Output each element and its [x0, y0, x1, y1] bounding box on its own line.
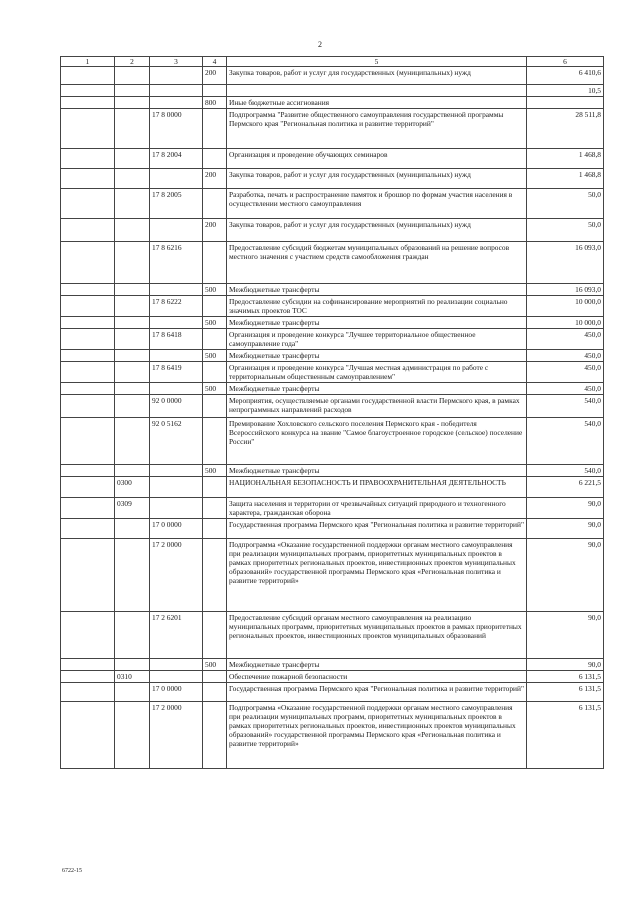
- cell-amount: 450,0: [527, 329, 604, 350]
- cell-description: Защита населения и территории от чрезвычайных ситуаций природного и техногенного характера, гражданская оборона: [227, 498, 527, 519]
- cell-amount: 10,5: [527, 85, 604, 97]
- table-row: [61, 149, 604, 169]
- header-cell: 5: [227, 57, 527, 67]
- table-row: [61, 317, 604, 329]
- cell-section: [115, 350, 150, 362]
- cell-expense-type: [203, 418, 227, 465]
- cell-target-article: 17 0 0000: [150, 683, 203, 702]
- table-row: [61, 219, 604, 242]
- cell-expense-type: [203, 683, 227, 702]
- cell-amount: 90,0: [527, 519, 604, 539]
- table-row: [61, 362, 604, 383]
- table-row: [61, 519, 604, 539]
- cell-section: [115, 219, 150, 242]
- cell-target-article: 17 2 0000: [150, 539, 203, 612]
- table-row: [61, 465, 604, 477]
- cell-description: Закупка товаров, работ и услуг для государственных (муниципальных) нужд: [227, 67, 527, 85]
- cell-section: [115, 329, 150, 350]
- cell-amount: 1 468,8: [527, 149, 604, 169]
- cell-expense-type: [203, 671, 227, 683]
- budget-table: [60, 56, 604, 769]
- cell-section: [115, 418, 150, 465]
- cell-col1: [61, 612, 115, 659]
- cell-section: [115, 284, 150, 296]
- cell-amount: 10 000,0: [527, 296, 604, 317]
- cell-target-article: 17 2 6201: [150, 612, 203, 659]
- table-row: [61, 85, 604, 97]
- table-row: [61, 329, 604, 350]
- cell-col1: [61, 97, 115, 109]
- header-cell: 6: [527, 57, 604, 67]
- cell-col1: [61, 242, 115, 284]
- cell-description: Межбюджетные трансферты: [227, 659, 527, 671]
- cell-col1: [61, 498, 115, 519]
- cell-amount: 6 221,5: [527, 477, 604, 498]
- cell-target-article: 92 0 5162: [150, 418, 203, 465]
- cell-description: Организация и проведение конкурса "Лучшее территориальное общественное самоуправление года": [227, 329, 527, 350]
- cell-description: Организация и проведение обучающих семинаров: [227, 149, 527, 169]
- table-row: [61, 284, 604, 296]
- cell-section: [115, 612, 150, 659]
- cell-expense-type: 800: [203, 97, 227, 109]
- table-row: [61, 612, 604, 659]
- cell-expense-type: [203, 702, 227, 769]
- cell-target-article: [150, 498, 203, 519]
- cell-target-article: [150, 67, 203, 85]
- cell-expense-type: [203, 109, 227, 149]
- cell-section: [115, 683, 150, 702]
- cell-description: Обеспечение пожарной безопасности: [227, 671, 527, 683]
- table-row: [61, 109, 604, 149]
- cell-expense-type: [203, 189, 227, 219]
- cell-target-article: 17 0 0000: [150, 519, 203, 539]
- cell-col1: [61, 296, 115, 317]
- cell-amount: 16 093,0: [527, 242, 604, 284]
- cell-amount: 540,0: [527, 418, 604, 465]
- cell-col1: [61, 702, 115, 769]
- cell-description: Государственная программа Пермского края "Региональная политика и развитие территорий": [227, 519, 527, 539]
- cell-amount: 450,0: [527, 350, 604, 362]
- table-row: [61, 539, 604, 612]
- cell-section: [115, 659, 150, 671]
- cell-col1: [61, 539, 115, 612]
- cell-amount: 450,0: [527, 383, 604, 395]
- cell-description: Подпрограмма «Оказание государственной поддержки органам местного самоуправления при реализации муниципальных программ, приоритетных муниципальных проектов в рамках приоритетных региональных проектов, инвестиционных проектов муниципальных образований» государственной программы Пермского края «Региональная политика и развитие территорий»: [227, 702, 527, 769]
- cell-section: [115, 395, 150, 418]
- cell-target-article: 17 8 0000: [150, 109, 203, 149]
- table-row: [61, 189, 604, 219]
- cell-amount: 6 131,5: [527, 683, 604, 702]
- cell-target-article: [150, 671, 203, 683]
- cell-amount: 90,0: [527, 659, 604, 671]
- cell-target-article: 92 0 0000: [150, 395, 203, 418]
- table-row: [61, 296, 604, 317]
- cell-section: [115, 149, 150, 169]
- cell-col1: [61, 659, 115, 671]
- cell-expense-type: [203, 539, 227, 612]
- cell-section: [115, 296, 150, 317]
- cell-description: Межбюджетные трансферты: [227, 465, 527, 477]
- cell-description: Подпрограмма "Развитие общественного самоуправления государственной программы Пермского края "Региональная политика и развитие территорий": [227, 109, 527, 149]
- cell-col1: [61, 67, 115, 85]
- cell-description: Межбюджетные трансферты: [227, 284, 527, 296]
- cell-target-article: 17 8 6222: [150, 296, 203, 317]
- cell-section: [115, 85, 150, 97]
- cell-amount: 90,0: [527, 612, 604, 659]
- cell-target-article: 17 8 6419: [150, 362, 203, 383]
- table-row: [61, 383, 604, 395]
- cell-amount: 28 511,8: [527, 109, 604, 149]
- cell-col1: [61, 329, 115, 350]
- header-cell: 2: [115, 57, 150, 67]
- cell-expense-type: [203, 519, 227, 539]
- header-cell: 3: [150, 57, 203, 67]
- header-row: [61, 57, 604, 67]
- cell-section: [115, 519, 150, 539]
- cell-target-article: [150, 317, 203, 329]
- cell-section: [115, 317, 150, 329]
- cell-section: [115, 702, 150, 769]
- cell-section: [115, 169, 150, 189]
- cell-target-article: 17 8 2005: [150, 189, 203, 219]
- cell-expense-type: 500: [203, 659, 227, 671]
- cell-amount: 540,0: [527, 465, 604, 477]
- cell-col1: [61, 317, 115, 329]
- cell-description: Иные бюджетные ассигнования: [227, 97, 527, 109]
- cell-description: Государственная программа Пермского края "Региональная политика и развитие территорий": [227, 683, 527, 702]
- cell-section: [115, 539, 150, 612]
- cell-amount: 90,0: [527, 539, 604, 612]
- cell-section: [115, 383, 150, 395]
- cell-col1: [61, 671, 115, 683]
- cell-col1: [61, 683, 115, 702]
- cell-col1: [61, 350, 115, 362]
- cell-col1: [61, 395, 115, 418]
- cell-description: Предоставление субсидий бюджетам муниципальных образований на решение вопросов местного значения с участием средств самообложения граждан: [227, 242, 527, 284]
- cell-expense-type: 200: [203, 169, 227, 189]
- table-row: [61, 67, 604, 85]
- cell-target-article: 17 8 6216: [150, 242, 203, 284]
- table-row: [61, 418, 604, 465]
- cell-amount: 450,0: [527, 362, 604, 383]
- cell-col1: [61, 219, 115, 242]
- cell-col1: [61, 284, 115, 296]
- table-row: [61, 683, 604, 702]
- cell-expense-type: [203, 362, 227, 383]
- cell-section: 0310: [115, 671, 150, 683]
- cell-description: Закупка товаров, работ и услуг для государственных (муниципальных) нужд: [227, 219, 527, 242]
- cell-target-article: [150, 477, 203, 498]
- table-row: [61, 350, 604, 362]
- cell-description: [227, 85, 527, 97]
- cell-col1: [61, 149, 115, 169]
- cell-description: Подпрограмма «Оказание государственной поддержки органам местного самоуправления при реализации муниципальных программ, приоритетных муниципальных проектов в рамках приоритетных региональных проектов, инвестиционных проектов муниципальных образований» государственной программы Пермского края «Региональная политика и развитие территорий»: [227, 539, 527, 612]
- cell-amount: 540,0: [527, 395, 604, 418]
- cell-expense-type: [203, 296, 227, 317]
- cell-amount: 6 131,5: [527, 702, 604, 769]
- cell-col1: [61, 85, 115, 97]
- cell-col1: [61, 477, 115, 498]
- table-row: [61, 395, 604, 418]
- table-row: [61, 242, 604, 284]
- cell-expense-type: 500: [203, 465, 227, 477]
- cell-section: [115, 242, 150, 284]
- cell-amount: 50,0: [527, 219, 604, 242]
- cell-amount: 16 093,0: [527, 284, 604, 296]
- header-cell: 1: [61, 57, 115, 67]
- page-number: 2: [318, 40, 322, 49]
- cell-target-article: [150, 659, 203, 671]
- cell-expense-type: [203, 85, 227, 97]
- cell-expense-type: 500: [203, 284, 227, 296]
- cell-section: 0309: [115, 498, 150, 519]
- cell-section: [115, 465, 150, 477]
- table-row: [61, 477, 604, 498]
- cell-amount: 50,0: [527, 189, 604, 219]
- cell-section: [115, 362, 150, 383]
- table-row: [61, 671, 604, 683]
- cell-col1: [61, 189, 115, 219]
- cell-description: Разработка, печать и распространение памяток и брошюр по формам участия населения в осуществлении местного самоуправления: [227, 189, 527, 219]
- table-row: [61, 702, 604, 769]
- cell-description: Межбюджетные трансферты: [227, 317, 527, 329]
- cell-expense-type: [203, 477, 227, 498]
- cell-description: Межбюджетные трансферты: [227, 350, 527, 362]
- cell-expense-type: [203, 242, 227, 284]
- cell-col1: [61, 465, 115, 477]
- cell-expense-type: 500: [203, 383, 227, 395]
- cell-expense-type: 500: [203, 350, 227, 362]
- cell-description: Предоставление субсидии на софинансирование мероприятий по реализации социально значимых проектов ТОС: [227, 296, 527, 317]
- cell-target-article: [150, 383, 203, 395]
- cell-expense-type: 500: [203, 317, 227, 329]
- cell-target-article: [150, 169, 203, 189]
- cell-expense-type: [203, 149, 227, 169]
- footer-code: 6722-15: [62, 868, 82, 874]
- table-row: [61, 498, 604, 519]
- cell-col1: [61, 169, 115, 189]
- cell-expense-type: [203, 329, 227, 350]
- table-row: [61, 97, 604, 109]
- cell-col1: [61, 418, 115, 465]
- cell-expense-type: 200: [203, 219, 227, 242]
- cell-section: 0300: [115, 477, 150, 498]
- cell-amount: [527, 97, 604, 109]
- header-cell: 4: [203, 57, 227, 67]
- cell-expense-type: 200: [203, 67, 227, 85]
- cell-target-article: [150, 284, 203, 296]
- cell-section: [115, 97, 150, 109]
- cell-col1: [61, 519, 115, 539]
- cell-col1: [61, 109, 115, 149]
- cell-description: Мероприятия, осуществляемые органами государственной власти Пермского края, в рамках непрограммных направлений расходов: [227, 395, 527, 418]
- cell-amount: 6 410,6: [527, 67, 604, 85]
- cell-target-article: [150, 465, 203, 477]
- cell-target-article: [150, 350, 203, 362]
- table-row: [61, 169, 604, 189]
- cell-section: [115, 189, 150, 219]
- cell-amount: 90,0: [527, 498, 604, 519]
- cell-description: Предоставление субсидий органам местного самоуправления на реализацию муниципальных программ, приоритетных муниципальных проектов в рамках приоритетных региональных проектов, инвестиционных проектов муниципальных образований: [227, 612, 527, 659]
- cell-target-article: 17 8 6418: [150, 329, 203, 350]
- cell-expense-type: [203, 498, 227, 519]
- cell-section: [115, 109, 150, 149]
- cell-expense-type: [203, 395, 227, 418]
- cell-col1: [61, 383, 115, 395]
- cell-expense-type: [203, 612, 227, 659]
- cell-target-article: [150, 219, 203, 242]
- cell-description: Межбюджетные трансферты: [227, 383, 527, 395]
- cell-target-article: [150, 85, 203, 97]
- cell-description: НАЦИОНАЛЬНАЯ БЕЗОПАСНОСТЬ И ПРАВООХРАНИТЕЛЬНАЯ ДЕЯТЕЛЬНОСТЬ: [227, 477, 527, 498]
- cell-description: Премирование Хохловского сельского поселения Пермского края - победителя Всероссийского конкурса на звание "Самое благоустроенное городское (сельское) поселение России": [227, 418, 527, 465]
- cell-target-article: 17 2 0000: [150, 702, 203, 769]
- cell-description: Закупка товаров, работ и услуг для государственных (муниципальных) нужд: [227, 169, 527, 189]
- cell-target-article: 17 8 2004: [150, 149, 203, 169]
- cell-description: Организация и проведение конкурса "Лучшая местная администрация по работе с территориальным общественным самоуправлением": [227, 362, 527, 383]
- cell-col1: [61, 362, 115, 383]
- cell-amount: 6 131,5: [527, 671, 604, 683]
- cell-amount: 10 000,0: [527, 317, 604, 329]
- cell-amount: 1 468,8: [527, 169, 604, 189]
- cell-section: [115, 67, 150, 85]
- table-row: [61, 659, 604, 671]
- cell-target-article: [150, 97, 203, 109]
